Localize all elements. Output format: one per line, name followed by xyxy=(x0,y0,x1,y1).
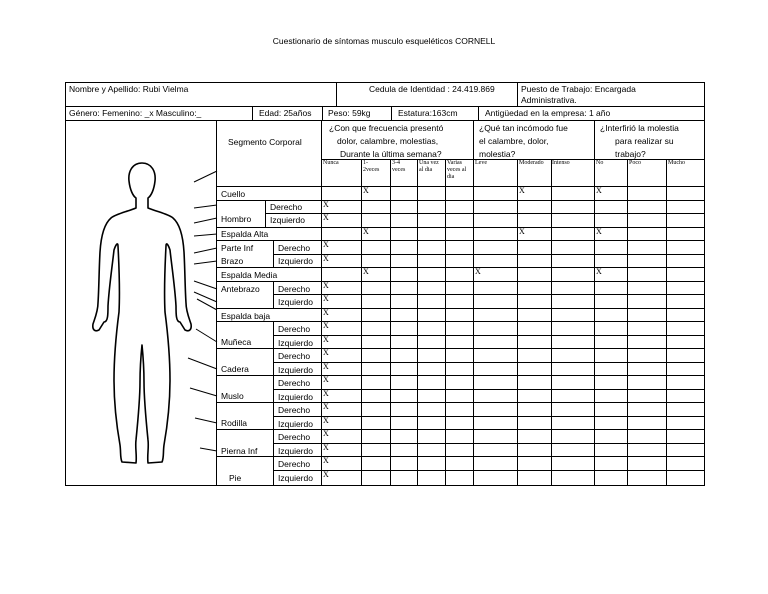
segment-antebrazo: Antebrazo xyxy=(221,284,260,294)
subheader-1-2-line2: 2veces xyxy=(363,167,380,173)
side-brazo-derecho: Derecho xyxy=(278,243,311,253)
side-pie-izquierdo: Izquierdo xyxy=(278,473,313,483)
mark-espalda-media-frecuencia: X xyxy=(363,267,369,276)
side-muslo-derecho: Derecho xyxy=(278,378,311,388)
mark-espalda-media-incomodo: X xyxy=(475,267,481,276)
estatura-field: Estatura:163cm xyxy=(398,108,458,118)
interfirio-header-2: para realizar su xyxy=(615,136,674,146)
puesto-field-line2: Administrativa. xyxy=(521,95,577,105)
genero-field: Género: Femenino: _x Masculino:_ xyxy=(69,108,202,118)
page-title: Cuestionario de síntomas musculo esqueléticos CORNELL xyxy=(272,36,496,46)
incomodo-header-3: molestia? xyxy=(479,149,516,159)
segment-cuello: Cuello xyxy=(221,189,246,199)
segment-pierna-inf: Pierna Inf xyxy=(221,446,258,456)
mark-pie-derecho-nunca: X xyxy=(323,456,329,465)
subheader-unavez-line1: Una vez xyxy=(419,160,439,166)
subheader-mucho: Mucho xyxy=(668,160,685,166)
mark-cadera-derecho-nunca: X xyxy=(323,348,329,357)
mark-brazo-izquierdo-nunca: X xyxy=(323,254,329,263)
subheader-intenso: Intenso xyxy=(552,160,570,166)
mark-pie-izquierdo-nunca: X xyxy=(323,470,329,479)
mark-cuello-interfirio: X xyxy=(596,186,602,195)
subheader-no: No xyxy=(596,160,604,166)
mark-espalda-alta-frecuencia: X xyxy=(363,227,369,236)
side-muneca-izquierdo: Izquierdo xyxy=(278,338,313,348)
mark-antebrazo-izquierdo-nunca: X xyxy=(323,294,329,303)
side-pie-derecho: Derecho xyxy=(278,459,311,469)
side-pierna-izquierdo: Izquierdo xyxy=(278,446,313,456)
frecuencia-header-3: Durante la última semana? xyxy=(340,149,442,159)
side-cadera-derecho: Derecho xyxy=(278,351,311,361)
subheader-1-2-line1: 1- xyxy=(363,160,368,166)
mark-pierna-izquierdo-nunca: X xyxy=(323,443,329,452)
mark-muslo-derecho-nunca: X xyxy=(323,375,329,384)
side-pierna-derecho: Derecho xyxy=(278,432,311,442)
subheader-3-4-line2: veces xyxy=(392,167,406,173)
segment-parte-inf-brazo-line1: Parte Inf xyxy=(221,243,254,253)
mark-antebrazo-derecho-nunca: X xyxy=(323,281,329,290)
side-brazo-izquierdo: Izquierdo xyxy=(278,256,313,266)
mark-espalda-baja-nunca: X xyxy=(323,308,329,317)
edad-field: Edad: 25años xyxy=(259,108,312,118)
mark-brazo-derecho-nunca: X xyxy=(323,240,329,249)
side-cadera-izquierdo: Izquierdo xyxy=(278,365,313,375)
side-hombro-izquierdo: Izquierdo xyxy=(270,215,305,225)
mark-cuello-frecuencia: X xyxy=(363,186,369,195)
segment-espalda-media: Espalda Media xyxy=(221,270,278,280)
subheader-varias-line3: dia xyxy=(447,174,455,180)
side-muneca-derecho: Derecho xyxy=(278,324,311,334)
segment-espalda-baja: Espalda baja xyxy=(221,311,271,321)
subheader-nunca: Nunca xyxy=(323,160,339,166)
mark-espalda-media-interfirio: X xyxy=(596,267,602,276)
segment-parte-inf-brazo-line2: Brazo xyxy=(221,256,244,266)
side-antebrazo-izquierdo: Izquierdo xyxy=(278,297,313,307)
segment-cadera: Cadera xyxy=(221,364,249,374)
mark-cuello-incomodo: X xyxy=(519,186,525,195)
segment-hombro: Hombro xyxy=(221,214,252,224)
segment-muneca: Muñeca xyxy=(221,337,252,347)
interfirio-header-3: trabajo? xyxy=(615,149,646,159)
mark-espalda-alta-incomodo: X xyxy=(519,227,525,236)
body-figure-icon xyxy=(93,163,191,463)
mark-hombro-izquierdo-nunca: X xyxy=(323,213,329,222)
subheader-poco: Poco xyxy=(629,160,641,166)
frecuencia-header-1: ¿Con que frecuencia presentó xyxy=(329,123,444,133)
subheader-varias-line1: Varias xyxy=(447,160,462,166)
mark-rodilla-derecho-nunca: X xyxy=(323,402,329,411)
side-rodilla-izquierdo: Izquierdo xyxy=(278,419,313,429)
subheader-leve: Leve xyxy=(475,160,487,166)
segment-pie: Pie xyxy=(229,473,242,483)
interfirio-header-1: ¿Interfirió la molestia xyxy=(600,123,679,133)
segment-rodilla: Rodilla xyxy=(221,418,247,428)
side-hombro-derecho: Derecho xyxy=(270,202,303,212)
cedula-field: Cedula de Identidad : 24.419.869 xyxy=(369,84,495,94)
side-rodilla-derecho: Derecho xyxy=(278,405,311,415)
side-muslo-izquierdo: Izquierdo xyxy=(278,392,313,402)
mark-cadera-izquierdo-nunca: X xyxy=(323,362,329,371)
puesto-field-line1: Puesto de Trabajo: Encargada xyxy=(521,84,636,94)
mark-muneca-izquierdo-nunca: X xyxy=(323,335,329,344)
nombre-field: Nombre y Apellido: Rubi Vielma xyxy=(69,84,189,94)
segmento-header: Segmento Corporal xyxy=(228,137,302,147)
peso-field: Peso: 59kg xyxy=(328,108,371,118)
incomodo-header-2: el calambre, dolor, xyxy=(479,136,549,146)
subheader-unavez-line2: al dia xyxy=(419,167,433,173)
antiguedad-field: Antigüedad en la empresa: 1 año xyxy=(485,108,611,118)
segment-muslo: Muslo xyxy=(221,391,244,401)
frecuencia-header-2: dolor, calambre, molestias, xyxy=(337,136,439,146)
subheader-varias-line2: veces al xyxy=(447,167,467,173)
subheader-moderado: Moderado xyxy=(519,160,544,166)
incomodo-header-1: ¿Qué tan incómodo fue xyxy=(479,123,568,133)
mark-muslo-izquierdo-nunca: X xyxy=(323,389,329,398)
segment-espalda-alta: Espalda Alta xyxy=(221,229,269,239)
mark-hombro-derecho-nunca: X xyxy=(323,200,329,209)
mark-rodilla-izquierdo-nunca: X xyxy=(323,416,329,425)
subheader-3-4-line1: 3-4 xyxy=(392,160,400,166)
mark-espalda-alta-interfirio: X xyxy=(596,227,602,236)
mark-pierna-derecho-nunca: X xyxy=(323,429,329,438)
side-antebrazo-derecho: Derecho xyxy=(278,284,311,294)
mark-muneca-derecho-nunca: X xyxy=(323,321,329,330)
